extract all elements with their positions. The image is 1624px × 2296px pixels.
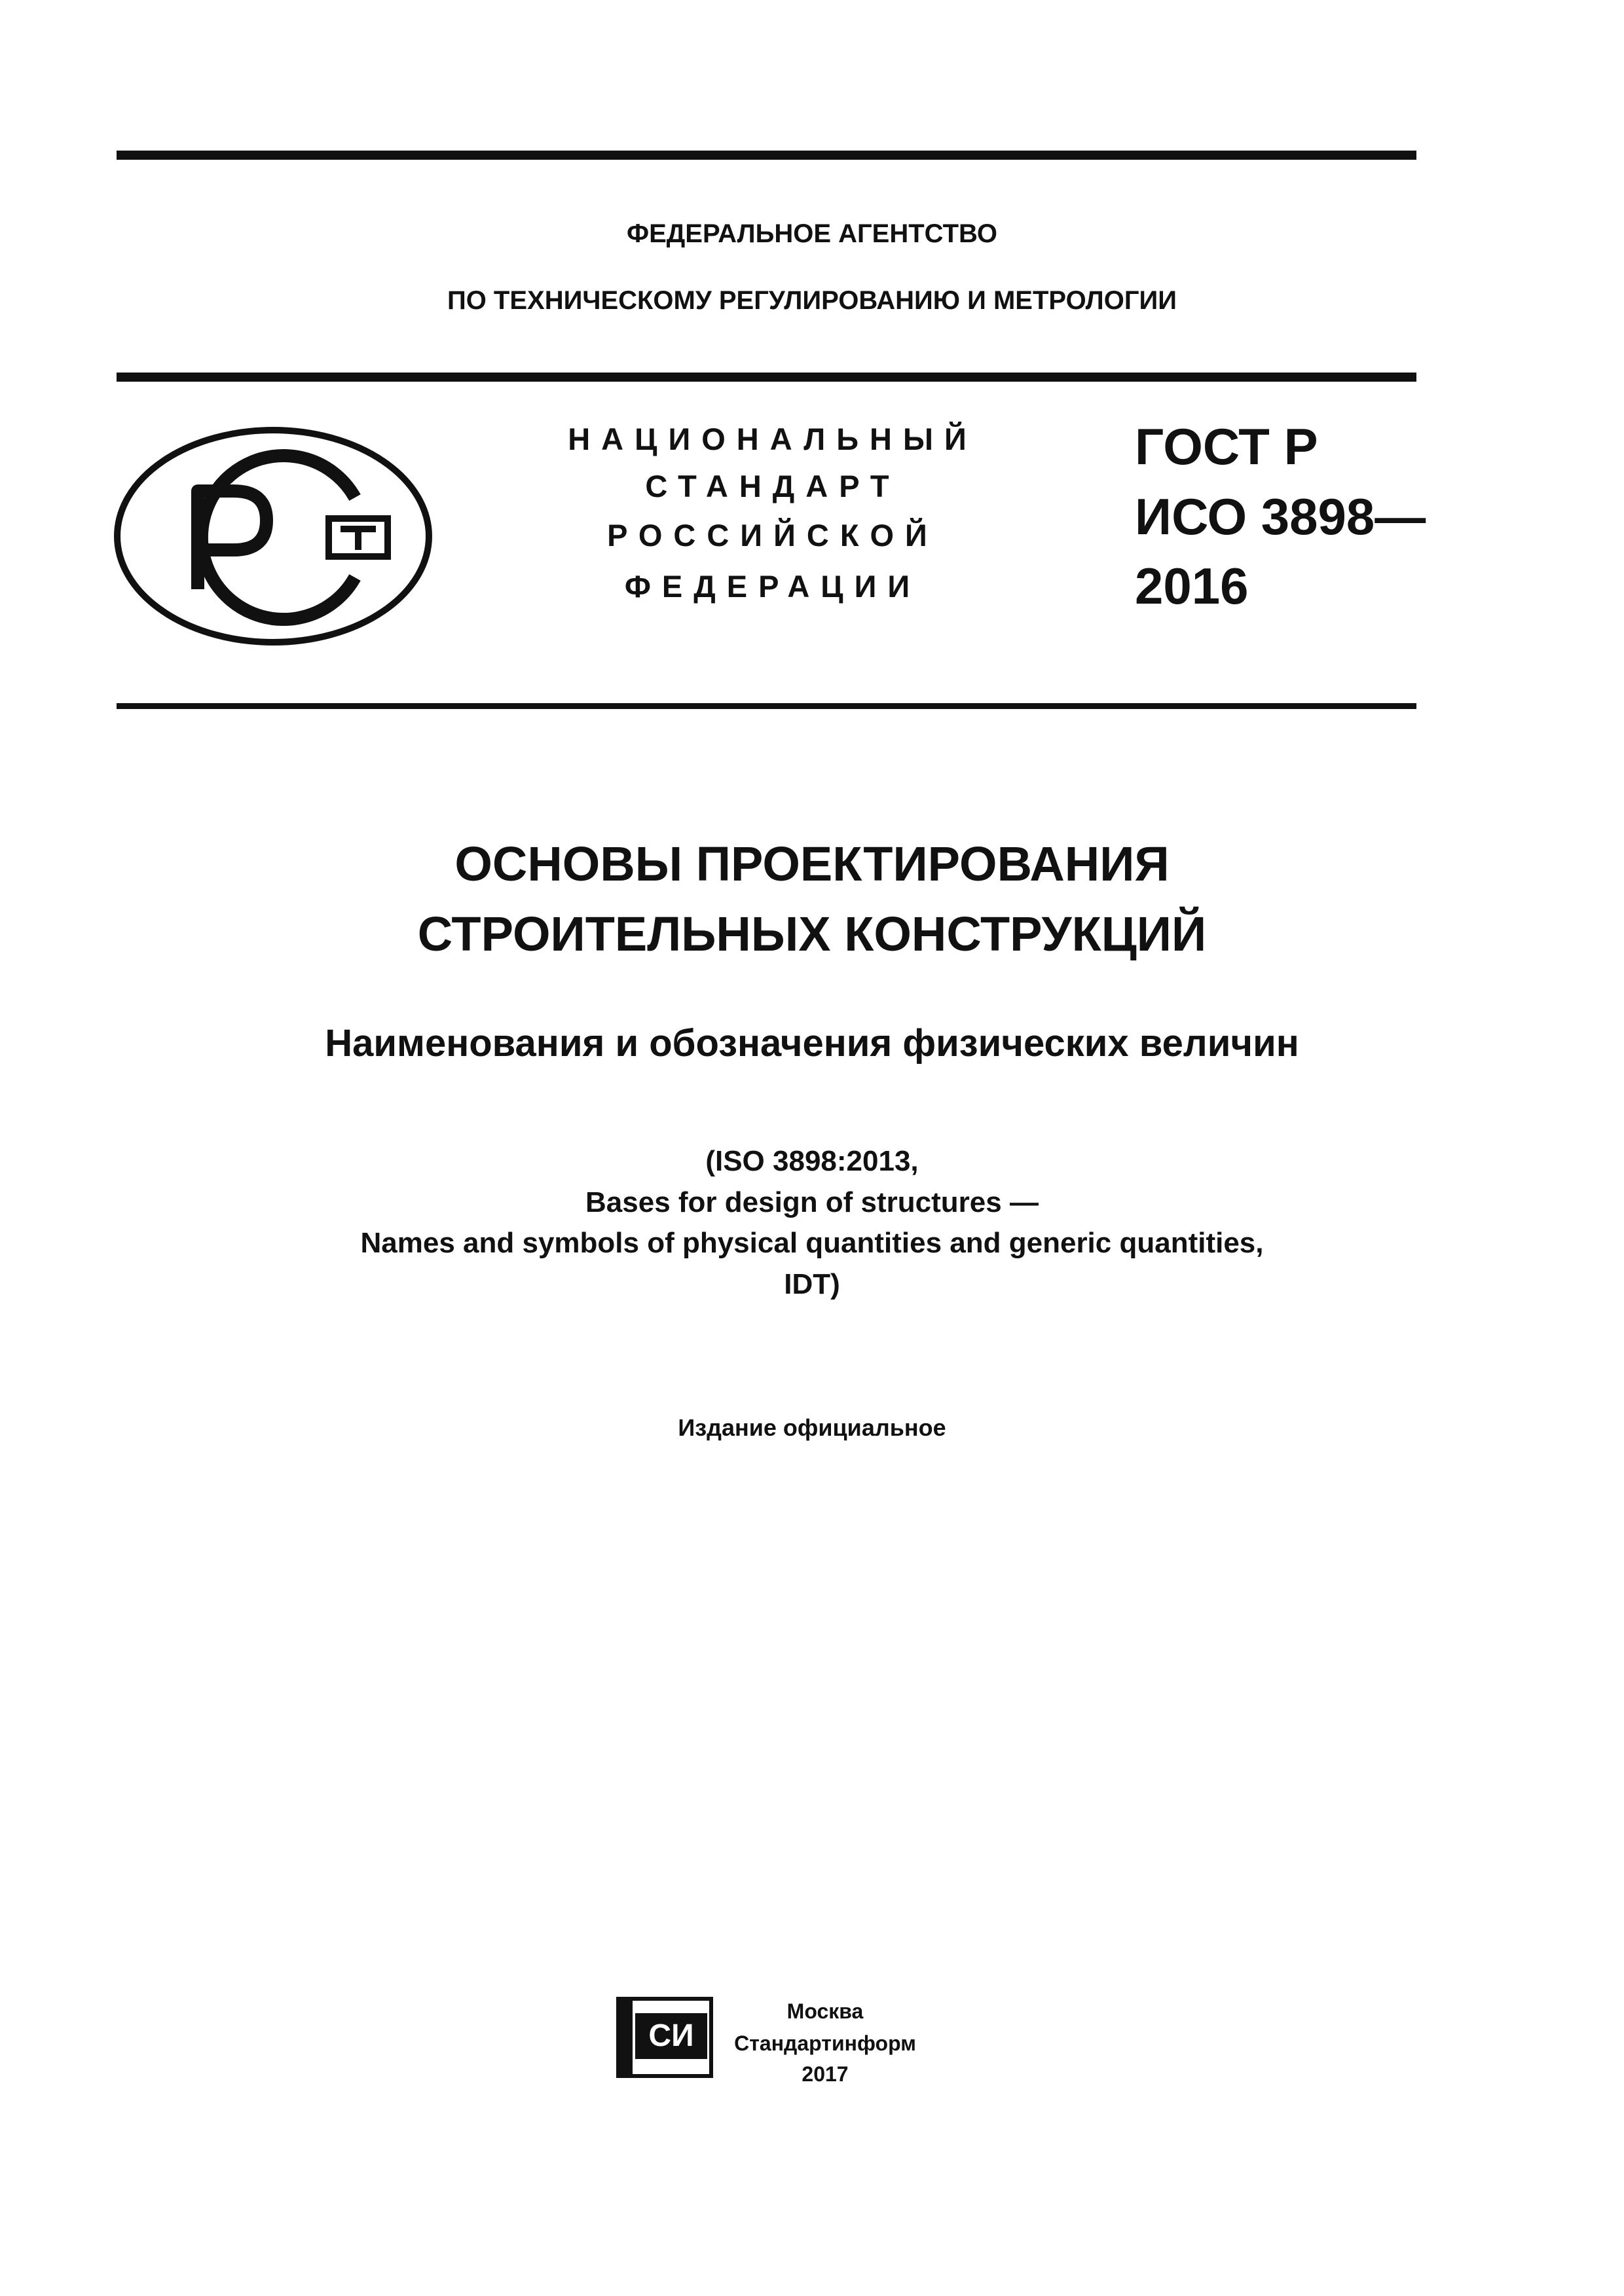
national-standard-line-2: СТАНДАРТ bbox=[645, 469, 900, 503]
publisher-logo-text: СИ bbox=[648, 2018, 694, 2053]
document-title-line-2: СТРОИТЕЛЬНЫХ КОНСТРУКЦИЙ bbox=[417, 907, 1207, 961]
national-standard-line-3: РОССИЙСКОЙ bbox=[607, 518, 938, 553]
iso-reference-line-1: (ISO 3898:2013, bbox=[705, 1145, 919, 1177]
rst-certification-logo-icon bbox=[113, 426, 434, 647]
middle-rule bbox=[117, 373, 1416, 382]
standartinform-logo-icon bbox=[616, 1994, 714, 2079]
national-standard-line-4: ФЕДЕРАЦИИ bbox=[624, 569, 921, 604]
top-rule bbox=[117, 151, 1416, 160]
agency-name-line-1: ФЕДЕРАЛЬНОЕ АГЕНТСТВО bbox=[626, 219, 998, 248]
document-title-line-1: ОСНОВЫ ПРОЕКТИРОВАНИЯ bbox=[454, 837, 1170, 891]
national-standard-line-1: НАЦИОНАЛЬНЫЙ bbox=[568, 422, 978, 456]
standard-designation-line-3: 2016 bbox=[1135, 557, 1249, 615]
edition-label: Издание официальное bbox=[678, 1414, 946, 1441]
publisher-city: Москва bbox=[786, 1999, 864, 2023]
publication-year: 2017 bbox=[802, 2062, 849, 2086]
bottom-rule bbox=[117, 703, 1416, 709]
standard-designation-line-2: ИСО 3898— bbox=[1135, 488, 1426, 545]
agency-name-line-2: ПО ТЕХНИЧЕСКОМУ РЕГУЛИРОВАНИЮ И МЕТРОЛОГИИ bbox=[447, 286, 1177, 315]
iso-reference-line-3: Names and symbols of physical quantities and generic quantities, bbox=[360, 1227, 1264, 1259]
iso-reference-line-4: IDT) bbox=[784, 1268, 840, 1300]
standard-designation-line-1: ГОСТ Р bbox=[1135, 418, 1318, 475]
publisher-name: Стандартинформ bbox=[734, 2032, 916, 2055]
document-subtitle: Наименования и обозначения физических величин bbox=[325, 1022, 1299, 1065]
iso-reference-line-2: Bases for design of structures — bbox=[585, 1186, 1039, 1218]
